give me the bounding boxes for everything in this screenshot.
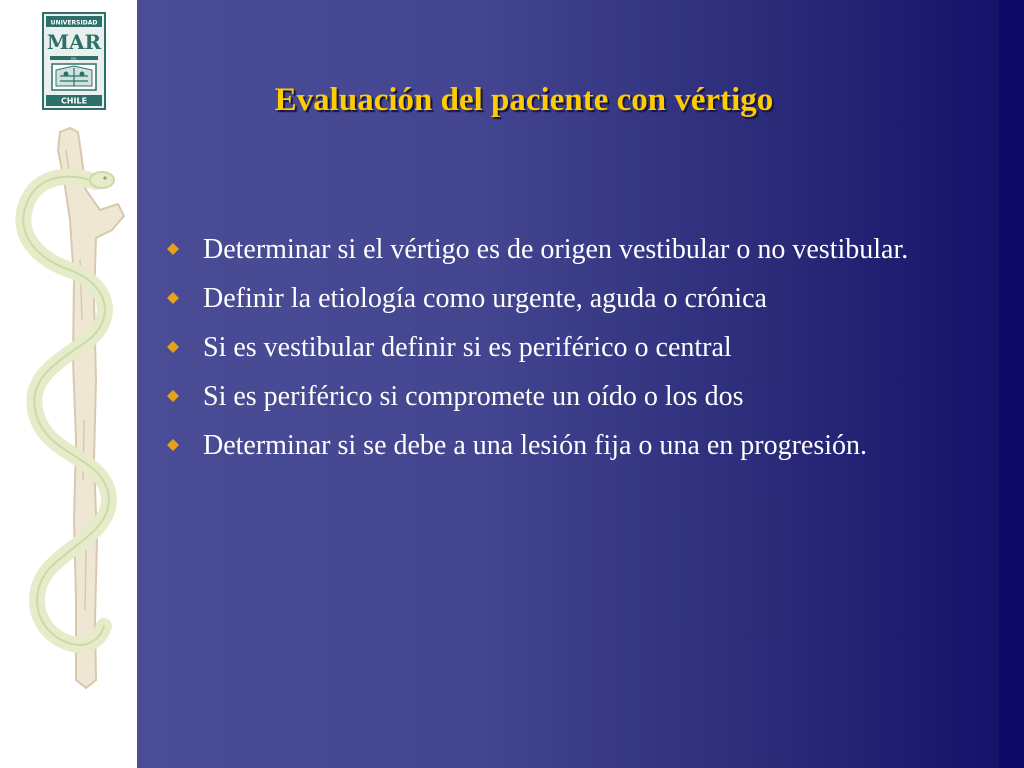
list-item-text: Definir la etiología como urgente, aguda o crónica — [203, 283, 767, 314]
diamond-bullet-icon — [166, 291, 180, 305]
list-item — [166, 375, 946, 419]
svg-text:DEL: DEL — [71, 56, 77, 61]
diamond-bullet-icon — [166, 389, 180, 403]
list-item-text: Determinar si el vértigo es de origen vestibular o no vestibular. — [203, 234, 909, 265]
university-logo — [42, 12, 106, 110]
list-item-text: Si es periférico si compromete un oído o los dos — [203, 381, 744, 412]
slide-title: Evaluación del paciente con vértigo — [274, 82, 774, 118]
svg-text:UNIVERSIDAD: UNIVERSIDAD — [50, 19, 98, 27]
diamond-bullet-icon — [166, 340, 180, 354]
list-item — [166, 277, 946, 321]
sidebar — [0, 0, 137, 768]
list-item — [166, 326, 946, 370]
svg-text:CHILE: CHILE — [60, 96, 88, 106]
bullet-list — [166, 228, 946, 473]
rod-of-asclepius-icon — [0, 120, 137, 700]
list-item — [166, 424, 946, 468]
list-item — [166, 228, 946, 272]
svg-text:MAR: MAR — [46, 30, 102, 54]
list-item-text: Determinar si se debe a una lesión fija o una en progresión. — [203, 430, 868, 461]
diamond-bullet-icon — [166, 242, 180, 256]
list-item-text: Si es vestibular definir si es periférico o central — [203, 332, 732, 363]
right-edge-strip — [999, 0, 1024, 768]
diamond-bullet-icon — [166, 438, 180, 452]
